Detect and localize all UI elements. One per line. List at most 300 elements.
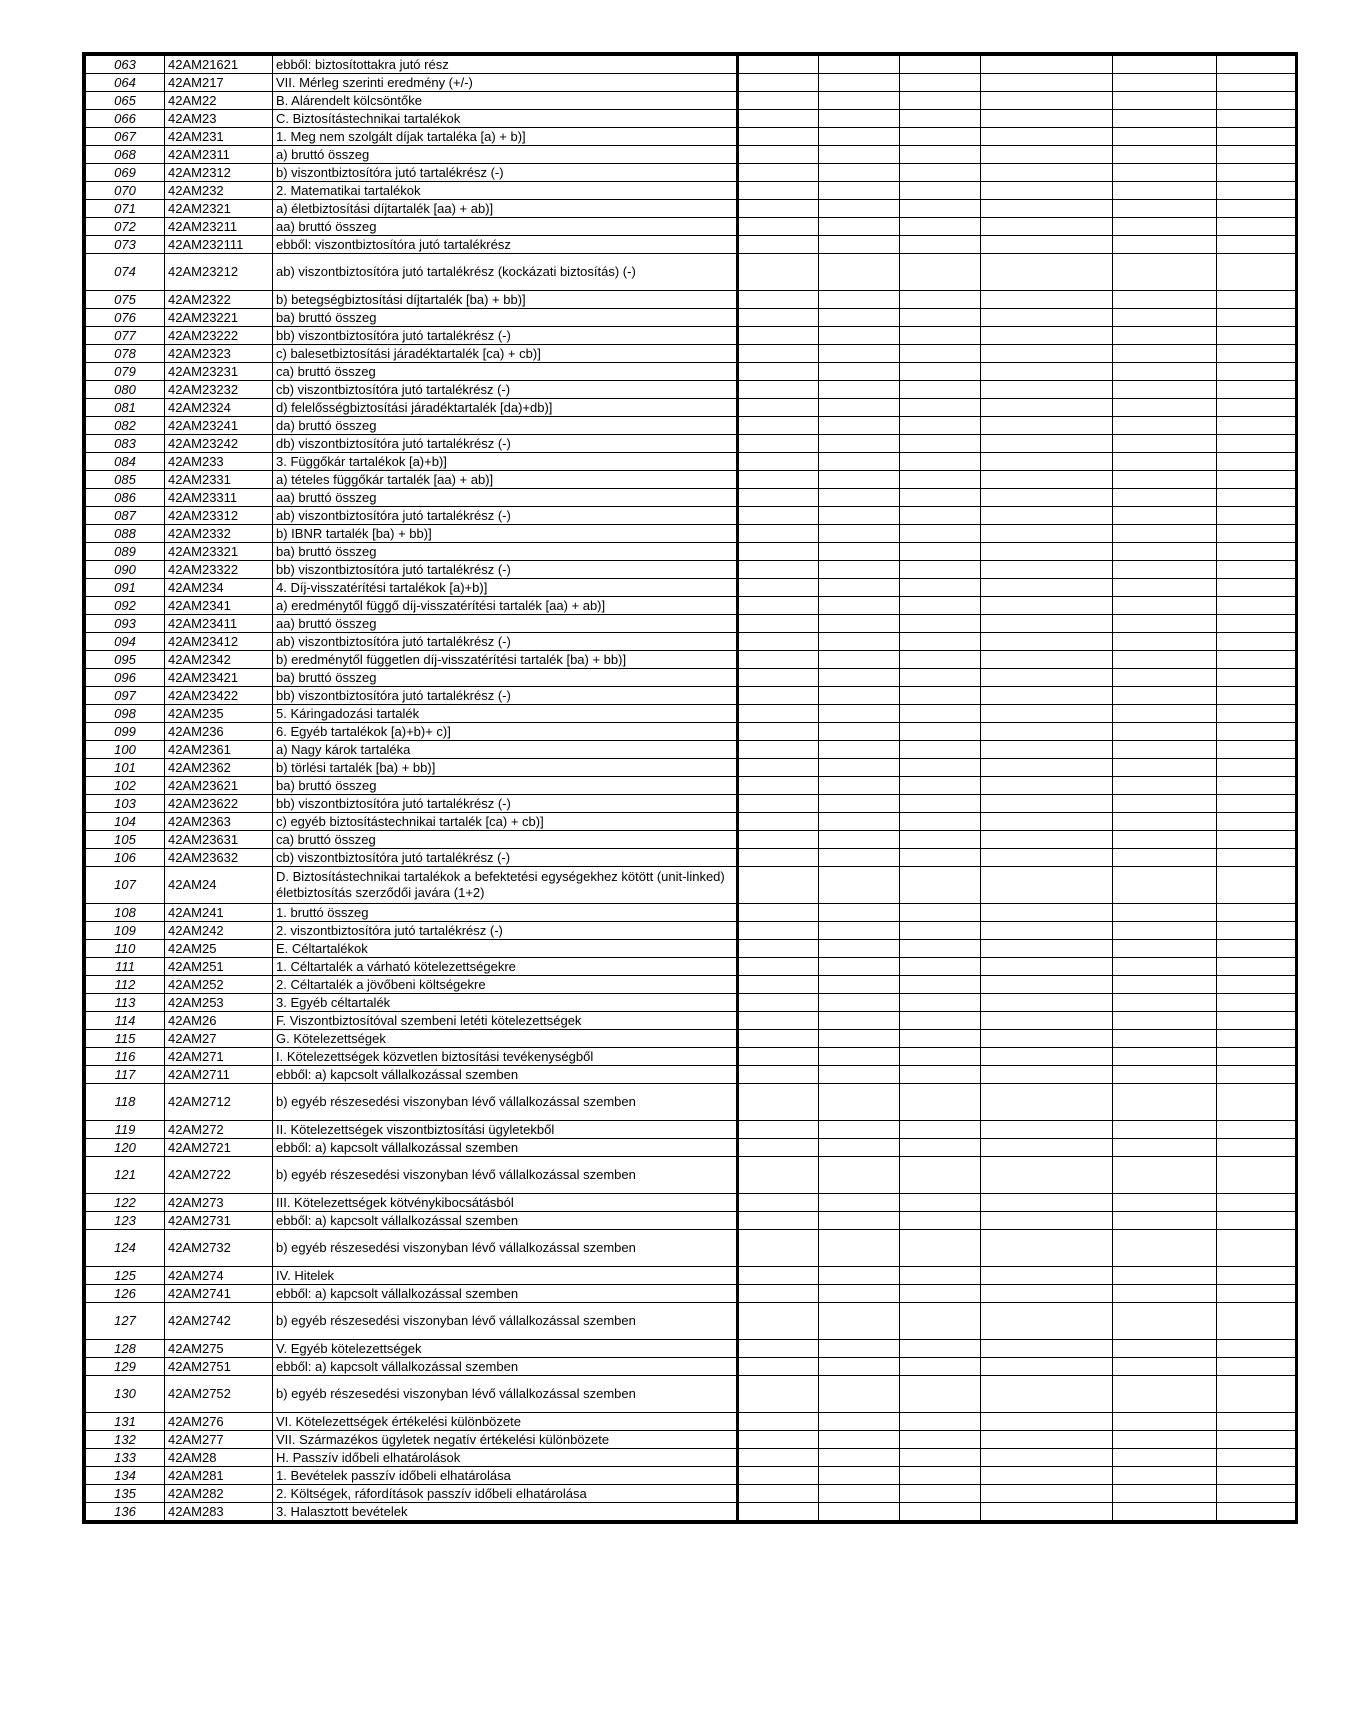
value-cell[interactable] <box>900 795 981 813</box>
value-cell[interactable] <box>1113 1212 1217 1230</box>
value-cell[interactable] <box>819 525 900 543</box>
value-cell[interactable] <box>1217 164 1296 182</box>
value-cell[interactable] <box>1113 1467 1217 1485</box>
value-cell[interactable] <box>819 435 900 453</box>
value-cell[interactable] <box>1217 669 1296 687</box>
value-cell[interactable] <box>981 579 1113 597</box>
value-cell[interactable] <box>981 1358 1113 1376</box>
value-cell[interactable] <box>1217 633 1296 651</box>
value-cell[interactable] <box>900 399 981 417</box>
value-cell[interactable] <box>819 633 900 651</box>
value-cell[interactable] <box>1217 543 1296 561</box>
value-cell[interactable] <box>900 254 981 291</box>
value-cell[interactable] <box>1113 994 1217 1012</box>
value-cell[interactable] <box>738 1485 819 1503</box>
value-cell[interactable] <box>819 849 900 867</box>
value-cell[interactable] <box>900 381 981 399</box>
value-cell[interactable] <box>981 904 1113 922</box>
value-cell[interactable] <box>981 1048 1113 1066</box>
value-cell[interactable] <box>981 128 1113 146</box>
value-cell[interactable] <box>981 182 1113 200</box>
value-cell[interactable] <box>900 417 981 435</box>
value-cell[interactable] <box>1113 1485 1217 1503</box>
value-cell[interactable] <box>738 1121 819 1139</box>
value-cell[interactable] <box>738 146 819 164</box>
value-cell[interactable] <box>738 705 819 723</box>
value-cell[interactable] <box>1217 327 1296 345</box>
value-cell[interactable] <box>981 1449 1113 1467</box>
value-cell[interactable] <box>819 1285 900 1303</box>
value-cell[interactable] <box>738 1340 819 1358</box>
value-cell[interactable] <box>981 1267 1113 1285</box>
value-cell[interactable] <box>900 940 981 958</box>
value-cell[interactable] <box>819 1449 900 1467</box>
value-cell[interactable] <box>819 74 900 92</box>
value-cell[interactable] <box>900 309 981 327</box>
value-cell[interactable] <box>1217 1376 1296 1413</box>
value-cell[interactable] <box>1113 687 1217 705</box>
value-cell[interactable] <box>819 110 900 128</box>
value-cell[interactable] <box>900 435 981 453</box>
value-cell[interactable] <box>981 92 1113 110</box>
value-cell[interactable] <box>1113 453 1217 471</box>
value-cell[interactable] <box>738 543 819 561</box>
value-cell[interactable] <box>900 363 981 381</box>
value-cell[interactable] <box>1217 813 1296 831</box>
value-cell[interactable] <box>819 1194 900 1212</box>
value-cell[interactable] <box>900 597 981 615</box>
value-cell[interactable] <box>900 1139 981 1157</box>
value-cell[interactable] <box>981 597 1113 615</box>
value-cell[interactable] <box>819 146 900 164</box>
value-cell[interactable] <box>900 1413 981 1431</box>
value-cell[interactable] <box>738 164 819 182</box>
value-cell[interactable] <box>1113 741 1217 759</box>
value-cell[interactable] <box>1113 507 1217 525</box>
value-cell[interactable] <box>900 182 981 200</box>
value-cell[interactable] <box>738 218 819 236</box>
value-cell[interactable] <box>738 1084 819 1121</box>
value-cell[interactable] <box>1113 849 1217 867</box>
value-cell[interactable] <box>1113 146 1217 164</box>
value-cell[interactable] <box>1113 363 1217 381</box>
value-cell[interactable] <box>981 146 1113 164</box>
value-cell[interactable] <box>1113 958 1217 976</box>
value-cell[interactable] <box>1217 1449 1296 1467</box>
value-cell[interactable] <box>1113 1267 1217 1285</box>
value-cell[interactable] <box>900 291 981 309</box>
value-cell[interactable] <box>981 994 1113 1012</box>
value-cell[interactable] <box>738 182 819 200</box>
value-cell[interactable] <box>1217 1066 1296 1084</box>
value-cell[interactable] <box>1217 74 1296 92</box>
value-cell[interactable] <box>738 597 819 615</box>
value-cell[interactable] <box>819 56 900 74</box>
value-cell[interactable] <box>819 471 900 489</box>
value-cell[interactable] <box>738 849 819 867</box>
value-cell[interactable] <box>981 615 1113 633</box>
value-cell[interactable] <box>819 579 900 597</box>
value-cell[interactable] <box>1113 1157 1217 1194</box>
value-cell[interactable] <box>1217 561 1296 579</box>
value-cell[interactable] <box>1217 471 1296 489</box>
value-cell[interactable] <box>900 1212 981 1230</box>
value-cell[interactable] <box>900 507 981 525</box>
value-cell[interactable] <box>1113 164 1217 182</box>
value-cell[interactable] <box>1217 795 1296 813</box>
value-cell[interactable] <box>900 1084 981 1121</box>
value-cell[interactable] <box>1217 831 1296 849</box>
value-cell[interactable] <box>981 958 1113 976</box>
value-cell[interactable] <box>900 1121 981 1139</box>
value-cell[interactable] <box>900 1376 981 1413</box>
value-cell[interactable] <box>900 705 981 723</box>
value-cell[interactable] <box>981 381 1113 399</box>
value-cell[interactable] <box>1217 976 1296 994</box>
value-cell[interactable] <box>981 453 1113 471</box>
value-cell[interactable] <box>819 777 900 795</box>
value-cell[interactable] <box>1113 1358 1217 1376</box>
value-cell[interactable] <box>738 777 819 795</box>
value-cell[interactable] <box>1217 236 1296 254</box>
value-cell[interactable] <box>1217 1030 1296 1048</box>
value-cell[interactable] <box>1217 1413 1296 1431</box>
value-cell[interactable] <box>738 1303 819 1340</box>
value-cell[interactable] <box>981 345 1113 363</box>
value-cell[interactable] <box>900 1503 981 1521</box>
value-cell[interactable] <box>1217 1485 1296 1503</box>
value-cell[interactable] <box>900 669 981 687</box>
value-cell[interactable] <box>1113 218 1217 236</box>
value-cell[interactable] <box>1113 435 1217 453</box>
value-cell[interactable] <box>900 525 981 543</box>
value-cell[interactable] <box>1113 723 1217 741</box>
value-cell[interactable] <box>900 741 981 759</box>
value-cell[interactable] <box>1113 399 1217 417</box>
value-cell[interactable] <box>900 92 981 110</box>
value-cell[interactable] <box>1217 597 1296 615</box>
value-cell[interactable] <box>1217 1285 1296 1303</box>
value-cell[interactable] <box>1113 254 1217 291</box>
value-cell[interactable] <box>981 795 1113 813</box>
value-cell[interactable] <box>900 489 981 507</box>
value-cell[interactable] <box>738 327 819 345</box>
value-cell[interactable] <box>819 1431 900 1449</box>
value-cell[interactable] <box>819 904 900 922</box>
value-cell[interactable] <box>1217 705 1296 723</box>
value-cell[interactable] <box>1113 1449 1217 1467</box>
value-cell[interactable] <box>1217 940 1296 958</box>
value-cell[interactable] <box>1217 1358 1296 1376</box>
value-cell[interactable] <box>819 976 900 994</box>
value-cell[interactable] <box>1113 345 1217 363</box>
value-cell[interactable] <box>738 1030 819 1048</box>
value-cell[interactable] <box>738 904 819 922</box>
value-cell[interactable] <box>900 723 981 741</box>
value-cell[interactable] <box>1113 940 1217 958</box>
value-cell[interactable] <box>819 417 900 435</box>
value-cell[interactable] <box>900 1431 981 1449</box>
value-cell[interactable] <box>1113 525 1217 543</box>
value-cell[interactable] <box>738 1230 819 1267</box>
value-cell[interactable] <box>738 381 819 399</box>
value-cell[interactable] <box>819 1048 900 1066</box>
value-cell[interactable] <box>981 940 1113 958</box>
value-cell[interactable] <box>981 1485 1113 1503</box>
value-cell[interactable] <box>981 1285 1113 1303</box>
value-cell[interactable] <box>981 922 1113 940</box>
value-cell[interactable] <box>900 904 981 922</box>
value-cell[interactable] <box>1113 867 1217 904</box>
value-cell[interactable] <box>900 976 981 994</box>
value-cell[interactable] <box>981 741 1113 759</box>
value-cell[interactable] <box>819 994 900 1012</box>
value-cell[interactable] <box>900 831 981 849</box>
value-cell[interactable] <box>1113 56 1217 74</box>
value-cell[interactable] <box>900 651 981 669</box>
value-cell[interactable] <box>819 236 900 254</box>
value-cell[interactable] <box>819 327 900 345</box>
value-cell[interactable] <box>981 759 1113 777</box>
value-cell[interactable] <box>981 976 1113 994</box>
value-cell[interactable] <box>738 110 819 128</box>
value-cell[interactable] <box>738 74 819 92</box>
value-cell[interactable] <box>900 56 981 74</box>
value-cell[interactable] <box>819 345 900 363</box>
value-cell[interactable] <box>738 56 819 74</box>
value-cell[interactable] <box>819 92 900 110</box>
value-cell[interactable] <box>1113 1048 1217 1066</box>
value-cell[interactable] <box>819 1212 900 1230</box>
value-cell[interactable] <box>900 1485 981 1503</box>
value-cell[interactable] <box>981 218 1113 236</box>
value-cell[interactable] <box>738 1431 819 1449</box>
value-cell[interactable] <box>819 831 900 849</box>
value-cell[interactable] <box>1217 525 1296 543</box>
value-cell[interactable] <box>981 1157 1113 1194</box>
value-cell[interactable] <box>900 1157 981 1194</box>
value-cell[interactable] <box>1217 1230 1296 1267</box>
value-cell[interactable] <box>900 813 981 831</box>
value-cell[interactable] <box>738 1285 819 1303</box>
value-cell[interactable] <box>900 1194 981 1212</box>
value-cell[interactable] <box>900 327 981 345</box>
value-cell[interactable] <box>981 110 1113 128</box>
value-cell[interactable] <box>819 940 900 958</box>
value-cell[interactable] <box>819 182 900 200</box>
value-cell[interactable] <box>900 164 981 182</box>
value-cell[interactable] <box>981 1503 1113 1521</box>
value-cell[interactable] <box>900 1230 981 1267</box>
value-cell[interactable] <box>819 615 900 633</box>
value-cell[interactable] <box>900 236 981 254</box>
value-cell[interactable] <box>1113 92 1217 110</box>
value-cell[interactable] <box>738 741 819 759</box>
value-cell[interactable] <box>819 669 900 687</box>
value-cell[interactable] <box>981 1431 1113 1449</box>
value-cell[interactable] <box>1113 182 1217 200</box>
value-cell[interactable] <box>738 867 819 904</box>
value-cell[interactable] <box>1217 146 1296 164</box>
value-cell[interactable] <box>819 381 900 399</box>
value-cell[interactable] <box>738 435 819 453</box>
value-cell[interactable] <box>1113 795 1217 813</box>
value-cell[interactable] <box>1217 345 1296 363</box>
value-cell[interactable] <box>1217 615 1296 633</box>
value-cell[interactable] <box>738 471 819 489</box>
value-cell[interactable] <box>900 1303 981 1340</box>
value-cell[interactable] <box>981 1212 1113 1230</box>
value-cell[interactable] <box>981 867 1113 904</box>
value-cell[interactable] <box>1217 254 1296 291</box>
value-cell[interactable] <box>1217 1084 1296 1121</box>
value-cell[interactable] <box>900 1066 981 1084</box>
value-cell[interactable] <box>1217 128 1296 146</box>
value-cell[interactable] <box>981 1139 1113 1157</box>
value-cell[interactable] <box>1217 182 1296 200</box>
value-cell[interactable] <box>900 110 981 128</box>
value-cell[interactable] <box>738 525 819 543</box>
value-cell[interactable] <box>1217 1121 1296 1139</box>
value-cell[interactable] <box>1113 1194 1217 1212</box>
value-cell[interactable] <box>981 831 1113 849</box>
value-cell[interactable] <box>1113 236 1217 254</box>
value-cell[interactable] <box>900 146 981 164</box>
value-cell[interactable] <box>981 1340 1113 1358</box>
value-cell[interactable] <box>738 795 819 813</box>
value-cell[interactable] <box>1113 200 1217 218</box>
value-cell[interactable] <box>1217 1157 1296 1194</box>
value-cell[interactable] <box>819 218 900 236</box>
value-cell[interactable] <box>819 1485 900 1503</box>
value-cell[interactable] <box>819 813 900 831</box>
value-cell[interactable] <box>981 164 1113 182</box>
value-cell[interactable] <box>819 1303 900 1340</box>
value-cell[interactable] <box>738 922 819 940</box>
value-cell[interactable] <box>981 1030 1113 1048</box>
value-cell[interactable] <box>738 1267 819 1285</box>
value-cell[interactable] <box>819 1376 900 1413</box>
value-cell[interactable] <box>1113 543 1217 561</box>
value-cell[interactable] <box>1217 363 1296 381</box>
value-cell[interactable] <box>738 453 819 471</box>
value-cell[interactable] <box>981 254 1113 291</box>
value-cell[interactable] <box>981 1230 1113 1267</box>
value-cell[interactable] <box>900 218 981 236</box>
value-cell[interactable] <box>819 1503 900 1521</box>
value-cell[interactable] <box>981 777 1113 795</box>
value-cell[interactable] <box>738 399 819 417</box>
value-cell[interactable] <box>1217 687 1296 705</box>
value-cell[interactable] <box>981 309 1113 327</box>
value-cell[interactable] <box>1217 200 1296 218</box>
value-cell[interactable] <box>900 1467 981 1485</box>
value-cell[interactable] <box>738 615 819 633</box>
value-cell[interactable] <box>738 831 819 849</box>
value-cell[interactable] <box>738 1449 819 1467</box>
value-cell[interactable] <box>900 922 981 940</box>
value-cell[interactable] <box>1217 218 1296 236</box>
value-cell[interactable] <box>738 1212 819 1230</box>
value-cell[interactable] <box>981 74 1113 92</box>
value-cell[interactable] <box>900 74 981 92</box>
value-cell[interactable] <box>1217 958 1296 976</box>
value-cell[interactable] <box>981 633 1113 651</box>
value-cell[interactable] <box>1113 904 1217 922</box>
value-cell[interactable] <box>981 417 1113 435</box>
value-cell[interactable] <box>900 1358 981 1376</box>
value-cell[interactable] <box>900 128 981 146</box>
value-cell[interactable] <box>981 849 1113 867</box>
value-cell[interactable] <box>981 327 1113 345</box>
value-cell[interactable] <box>1113 327 1217 345</box>
value-cell[interactable] <box>738 669 819 687</box>
value-cell[interactable] <box>1113 471 1217 489</box>
value-cell[interactable] <box>1113 1303 1217 1340</box>
value-cell[interactable] <box>900 867 981 904</box>
value-cell[interactable] <box>981 525 1113 543</box>
value-cell[interactable] <box>1113 579 1217 597</box>
value-cell[interactable] <box>1113 1285 1217 1303</box>
value-cell[interactable] <box>819 922 900 940</box>
value-cell[interactable] <box>819 254 900 291</box>
value-cell[interactable] <box>738 1139 819 1157</box>
value-cell[interactable] <box>1217 723 1296 741</box>
value-cell[interactable] <box>981 543 1113 561</box>
value-cell[interactable] <box>819 1084 900 1121</box>
value-cell[interactable] <box>738 759 819 777</box>
value-cell[interactable] <box>981 1084 1113 1121</box>
value-cell[interactable] <box>738 1194 819 1212</box>
value-cell[interactable] <box>738 507 819 525</box>
value-cell[interactable] <box>1113 1121 1217 1139</box>
value-cell[interactable] <box>819 759 900 777</box>
value-cell[interactable] <box>1113 381 1217 399</box>
value-cell[interactable] <box>900 471 981 489</box>
value-cell[interactable] <box>819 399 900 417</box>
value-cell[interactable] <box>738 813 819 831</box>
value-cell[interactable] <box>1217 399 1296 417</box>
value-cell[interactable] <box>1113 1139 1217 1157</box>
value-cell[interactable] <box>819 363 900 381</box>
value-cell[interactable] <box>819 651 900 669</box>
value-cell[interactable] <box>1113 489 1217 507</box>
value-cell[interactable] <box>1217 904 1296 922</box>
value-cell[interactable] <box>1113 777 1217 795</box>
value-cell[interactable] <box>819 128 900 146</box>
value-cell[interactable] <box>819 1012 900 1030</box>
value-cell[interactable] <box>1217 922 1296 940</box>
value-cell[interactable] <box>819 1030 900 1048</box>
value-cell[interactable] <box>981 363 1113 381</box>
value-cell[interactable] <box>738 633 819 651</box>
value-cell[interactable] <box>900 1030 981 1048</box>
value-cell[interactable] <box>981 200 1113 218</box>
value-cell[interactable] <box>738 994 819 1012</box>
value-cell[interactable] <box>1217 1139 1296 1157</box>
value-cell[interactable] <box>819 1413 900 1431</box>
value-cell[interactable] <box>981 236 1113 254</box>
value-cell[interactable] <box>981 813 1113 831</box>
value-cell[interactable] <box>900 687 981 705</box>
value-cell[interactable] <box>738 1413 819 1431</box>
value-cell[interactable] <box>1113 1084 1217 1121</box>
value-cell[interactable] <box>981 507 1113 525</box>
value-cell[interactable] <box>1113 831 1217 849</box>
value-cell[interactable] <box>738 561 819 579</box>
value-cell[interactable] <box>738 1048 819 1066</box>
value-cell[interactable] <box>1217 1212 1296 1230</box>
